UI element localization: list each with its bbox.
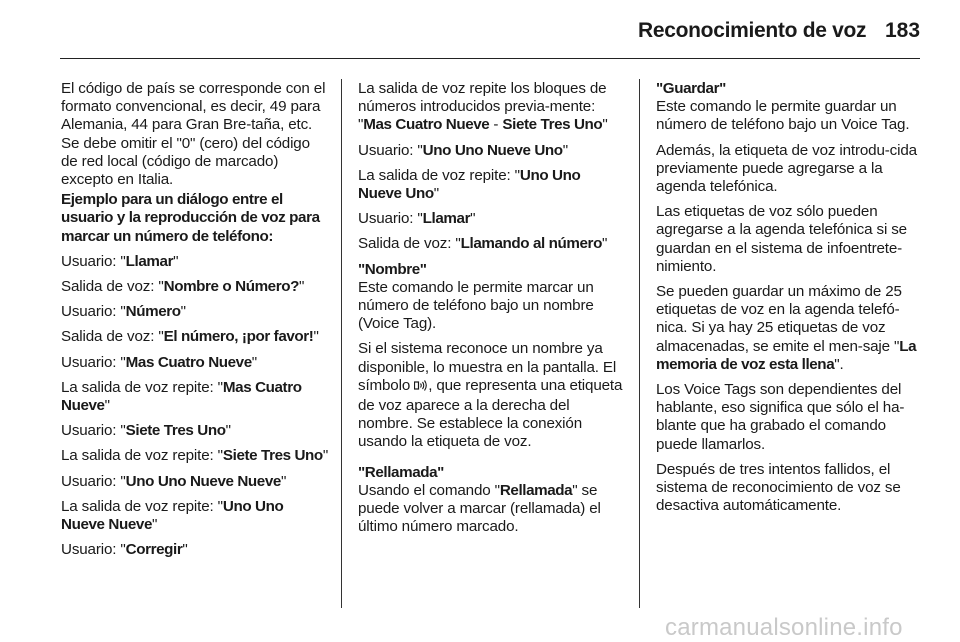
guardar-heading: "Guardar" (656, 80, 726, 97)
nombre-paragraph: Si el sistema reconoce un nombre ya disponible, lo muestra en la pantalla. El símbolo , que representa una etiqueta de voz aparece a la derecha del nombre. Se establece la conexión usando la etiqueta de voz. (358, 340, 623, 451)
repeat-paragraph: La salida de voz repite los bloques de números introducidos previa-mente: "Mas Cuatro Nueve - Siete Tres Uno" (358, 80, 608, 134)
page-header (0, 0, 960, 60)
dialog-line: Usuario: "Siete Tres Uno" (61, 422, 231, 440)
column-1 (61, 80, 329, 566)
voice-tag-icon (414, 379, 428, 397)
dialog-line: La salida de voz repite: "Siete Tres Uno" (61, 447, 329, 465)
nombre-heading: "Nombre" (358, 260, 427, 278)
dialog-line: Usuario: "Llamar" (61, 252, 179, 270)
paragraph-agenda: Además, la etiqueta de voz introdu-cida previamente puede agregarse a la agenda telefónica. (656, 141, 917, 196)
dialog-line: La salida de voz repite: "Mas Cuatro Nueve" (61, 378, 302, 415)
dialog-line: La salida de voz repite: "Uno Uno Nueve Nueve" (61, 497, 284, 534)
dialog-line: Salida de voz: "Nombre o Número?" (61, 278, 305, 296)
dialog-line: Usuario: "Llamar" (358, 210, 476, 228)
page-title: Reconocimiento de voz (638, 19, 867, 42)
dialog-line: Usuario: "Mas Cuatro Nueve" (61, 353, 258, 371)
intro-paragraph: El código de país se corresponde con el formato convencional, es decir, 49 para Alemania, 44 para Gran Bre-taña, etc. Se debe omitir el "0" (cero) del código de red local (código de marcado) excepto en Italia. (61, 80, 326, 189)
column-divider-1 (341, 79, 342, 608)
dialog-line: Usuario: "Número" (61, 303, 186, 321)
header-rule (60, 58, 920, 59)
column-2 (358, 80, 626, 543)
column-3 (656, 80, 924, 522)
paragraph-intentos: Después de tres intentos fallidos, el sistema de reconocimiento de voz se desactiva automáticamente. (656, 460, 901, 515)
paragraph-memoria: Se pueden guardar un máximo de 25 etiquetas de voz en la agenda telefó-nica. Si ya hay 25 etiquetas de voz almacenadas, se emite el men-saje "La memoria de voz esta llena". (656, 283, 917, 373)
example-heading: Ejemplo para un diálogo entre el usuario y la reproducción de voz para marcar un número de teléfono: (61, 191, 320, 245)
nombre-description: Este comando le permite marcar un número de teléfono bajo un nombre (Voice Tag). (358, 278, 594, 333)
dialog-lines-continued (358, 142, 626, 254)
dialog-line: Usuario: "Uno Uno Nueve Nueve" (61, 472, 287, 490)
dialog-line: Usuario: "Corregir" (61, 541, 188, 559)
watermark: carmanualsonline.info (665, 614, 903, 641)
rellamada-paragraph: Usando el comando "Rellamada" se puede volver a marcar (rellamada) el último número marcado. (358, 481, 601, 536)
dialog-line: Salida de voz: "Llamando al número" (358, 235, 608, 253)
rellamada-heading: "Rellamada" (358, 463, 444, 481)
paragraph-hablante: Los Voice Tags son dependientes del hablante, eso significa que sólo el ha-blante que ha grabado el comando puede llamarlos. (656, 381, 905, 453)
dialog-lines (61, 253, 329, 560)
guardar-description: Este comando le permite guardar un número de teléfono bajo un Voice Tag. (656, 98, 910, 134)
dialog-line: Salida de voz: "El número, ¡por favor!" (61, 328, 319, 346)
page-number: 183 (885, 19, 921, 42)
paragraph-infoentretenimiento: Las etiquetas de voz sólo pueden agregarse a la agenda telefónica si se guardan en el sistema de infoentrete-nimiento. (656, 203, 907, 275)
dialog-line: La salida de voz repite: "Uno Uno Nueve Uno" (358, 166, 581, 203)
dialog-line: Usuario: "Uno Uno Nueve Uno" (358, 141, 568, 159)
column-divider-2 (639, 79, 640, 608)
